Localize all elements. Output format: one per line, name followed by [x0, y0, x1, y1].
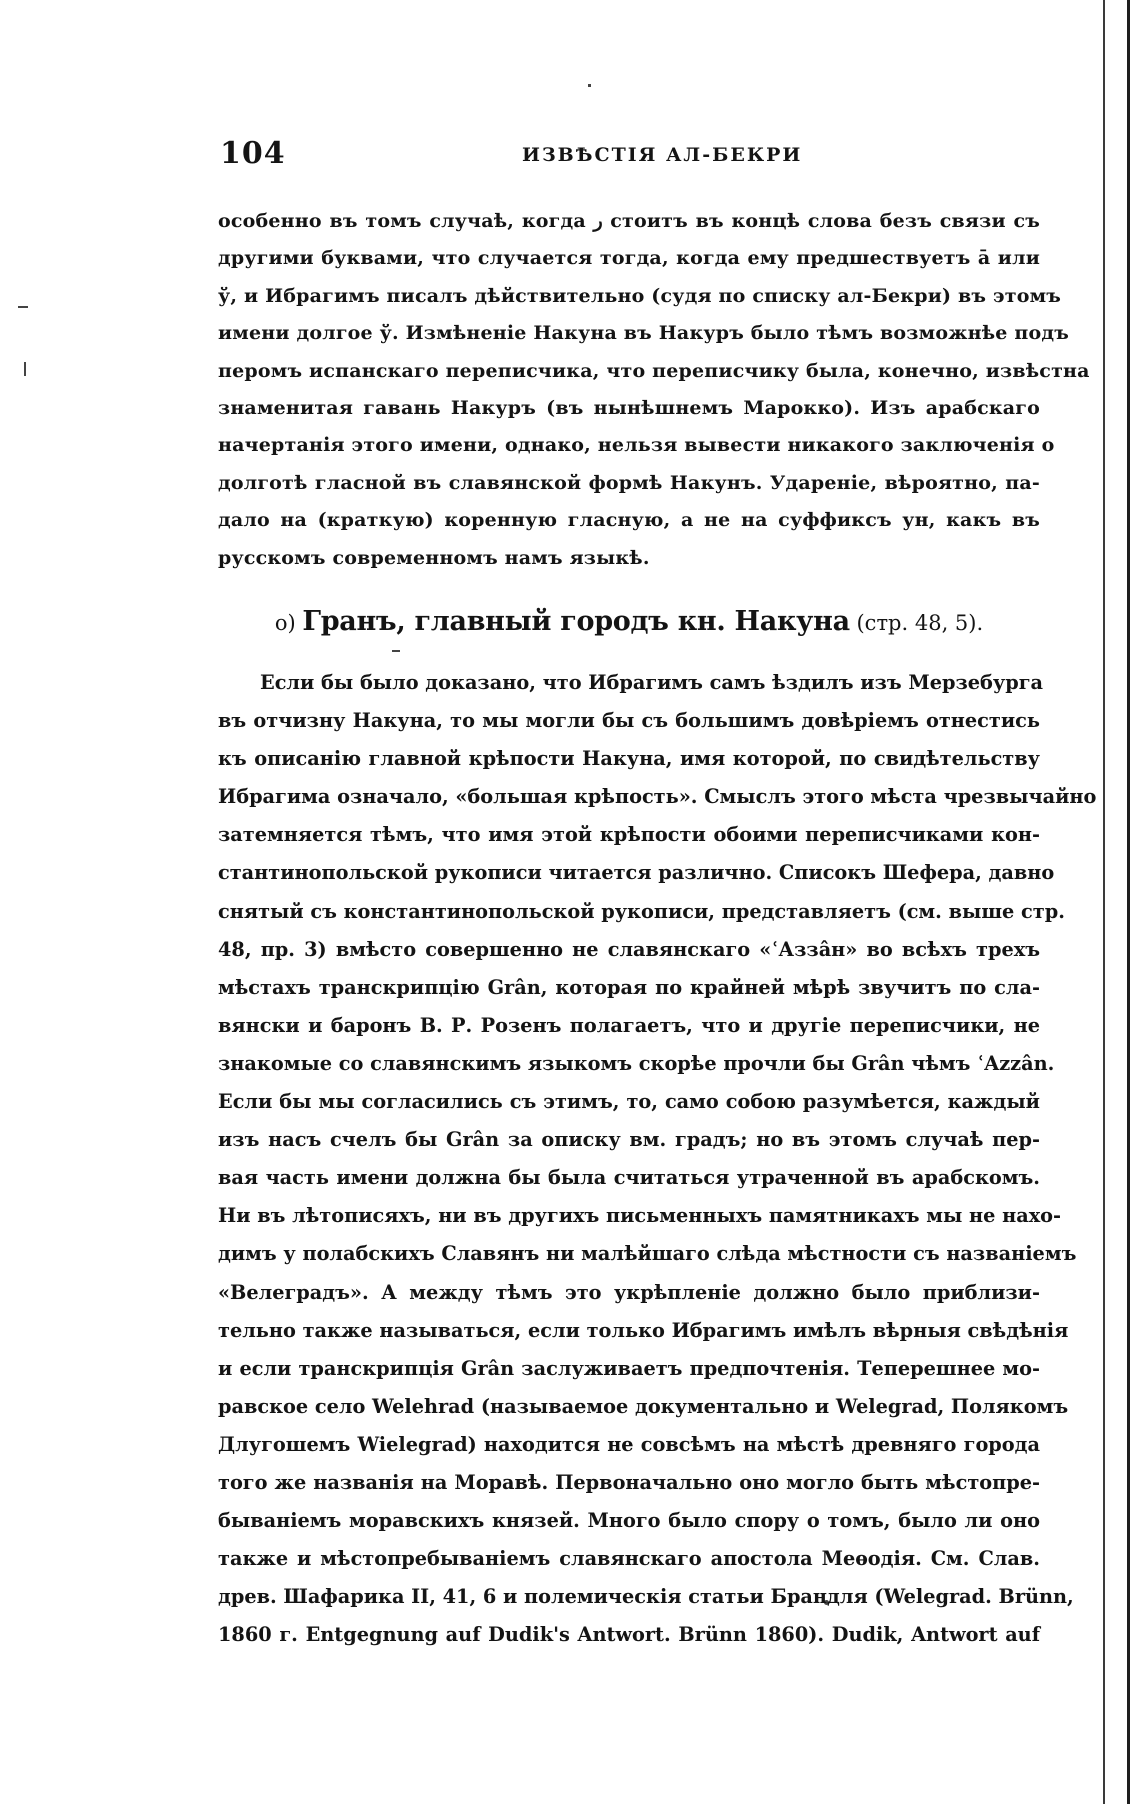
- running-head: ИЗВѢСТІЯ АЛ-БЕКРИ: [522, 144, 803, 166]
- text-line: «Велеградъ». А между тѣмъ это укрѣпленіе должно было приблизи-: [218, 1280, 1040, 1304]
- text-line: перомъ испанскаго переписчика, что переписчику была, конечно, извѣстна: [218, 359, 1090, 382]
- text-line: русскомъ современномъ намъ языкѣ.: [218, 546, 650, 569]
- text-line: начертанія этого имени, однако, нельзя вывести никакого заключенія о: [218, 434, 1055, 457]
- page-header: [220, 136, 1040, 176]
- text-line: равское село Welehrad (называемое документально и Welegrad, Полякомъ: [218, 1394, 1069, 1418]
- text-line: 1860 г. Entgegnung auf Dudik's Antwort. Brünn 1860). Dudik, Antwort auf: [218, 1623, 1040, 1647]
- text-line: ў, и Ибрагимъ писалъ дѣйствительно (судя по списку ал-Бекри) въ этомъ: [218, 284, 1062, 307]
- text-line: того же названія на Моравѣ. Первоначально оно могло быть мѣстопре-: [218, 1470, 1040, 1494]
- section-reference: (стр. 48, 5).: [856, 611, 984, 635]
- text-line: долготѣ гласной въ славянской формѣ Накунъ. Удареніе, вѣроятно, па-: [218, 471, 1040, 494]
- text-line: также и мѣстопребываніемъ славянскаго апостола Меѳодія. См. Слав.: [218, 1547, 1040, 1571]
- text-line: знакомые со славянскимъ языкомъ скорѣе прочли бы Grân чѣмъ ʿAzzân.: [218, 1051, 1055, 1075]
- text-line: тельно также называться, если только Ибрагимъ имѣлъ вѣрныя свѣдѣнія: [218, 1318, 1069, 1342]
- text-line: затемняется тѣмъ, что имя этой крѣпости обоими переписчиками кон-: [218, 823, 1040, 847]
- text-line: стантинопольской рукописи читается различно. Списокъ Шефера, давно: [218, 861, 1055, 885]
- margin-mark: [24, 362, 26, 376]
- text-line: Ибрагима означало, «большая крѣпость». Смыслъ этого мѣста чрезвычайно: [218, 785, 1097, 809]
- text-line: изъ насъ счелъ бы Grân за описку вм. градъ; но въ этомъ случаѣ пер-: [218, 1128, 1040, 1152]
- section-heading: [218, 606, 1040, 637]
- text-line: 48, пр. 3) вмѣсто совершенно не славянскаго «ʿАззâн» во всѣхъ трехъ: [218, 937, 1040, 961]
- text-line: другими буквами, что случается тогда, когда ему предшествуетъ ā или: [218, 247, 1040, 270]
- text-line: древ. Шафарика II, 41, 6 и полемическія статьи Брандля (Welegrad. Brünn,: [218, 1585, 1074, 1609]
- text-line: снятый съ константинопольской рукописи, представляетъ (см. выше стр.: [218, 899, 1065, 923]
- paragraph-1: [218, 203, 1090, 577]
- text-line: Если бы мы согласились съ этимъ, то, само собою разумѣется, каждый: [218, 1090, 1040, 1114]
- text-line: дало на (краткую) коренную гласную, а не на суффиксъ ун, какъ въ: [218, 509, 1040, 532]
- text-line: и если транскрипція Grân заслуживаетъ предпочтенія. Теперешнее мо-: [218, 1356, 1040, 1380]
- text-line: имени долгое ў. Измѣненіе Накуна въ Накуръ было тѣмъ возможнѣе подъ: [218, 322, 1069, 345]
- margin-mark: [392, 650, 400, 652]
- section-letter: о): [274, 611, 296, 635]
- text-line: бываніемъ моравскихъ князей. Много было спору о томъ, было ли оно: [218, 1509, 1040, 1533]
- text-line: мѣстахъ транскрипцію Grân, которая по крайней мѣрѣ звучитъ по сла-: [218, 975, 1040, 999]
- text-line: особенно въ томъ случаѣ, когда ﺭ стоитъ въ концѣ слова безъ связи съ: [218, 210, 1040, 232]
- scan-edge-line: [1127, 0, 1130, 1804]
- text-line: знаменитая гавань Накуръ (въ нынѣшнемъ Марокко). Изъ арабскаго: [218, 396, 1040, 419]
- margin-mark: [588, 84, 591, 87]
- section-title: Гранъ, главный городъ кн. Накуна: [302, 606, 850, 637]
- text-line: Если бы было доказано, что Ибрагимъ самъ ѣздилъ изъ Мерзебурга: [260, 671, 1044, 694]
- text-line: димъ у полабскихъ Славянъ ни малѣйшаго слѣда мѣстности съ названіемъ: [218, 1242, 1077, 1266]
- text-line: Длугошемъ Wielegrad) находится не совсѣмъ на мѣстѣ древняго города: [218, 1432, 1040, 1456]
- text-line: въ отчизну Накуна, то мы могли бы съ большимъ довѣріемъ отнестись: [218, 709, 1040, 733]
- text-line: вянски и баронъ В. Р. Розенъ полагаетъ, что и другіе переписчики, не: [218, 1013, 1040, 1037]
- scan-edge-line: [1103, 0, 1105, 1804]
- page-number: 104: [220, 136, 286, 171]
- paragraph-2: [218, 664, 1097, 1654]
- text-line: Ни въ лѣтописяхъ, ни въ другихъ письменныхъ памятникахъ мы не нахо-: [218, 1204, 1062, 1228]
- margin-mark: [18, 306, 28, 308]
- text-line: къ описанію главной крѣпости Накуна, имя которой, по свидѣтельству: [218, 747, 1040, 771]
- text-line: вая часть имени должна бы была считаться утраченной въ арабскомъ.: [218, 1166, 1040, 1190]
